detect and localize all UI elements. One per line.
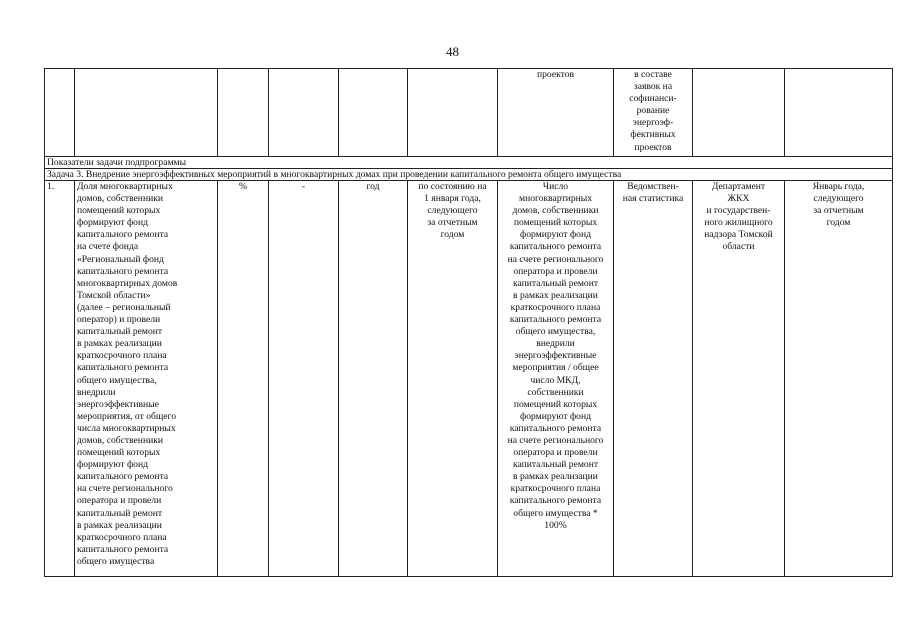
indicators-table: [44, 68, 893, 577]
section-indicators-row: [45, 157, 893, 169]
indicator-row-1: [45, 181, 893, 577]
cont-num-cell: [45, 69, 75, 157]
cont-method-cell: в составе заявок на софинанси- рование энергоэф- фективных проектов: [614, 69, 693, 157]
indicator-unit: %: [218, 181, 269, 577]
cont-dash-cell: [269, 69, 339, 157]
cont-responsible-cell: [693, 69, 785, 157]
cont-name-cell: [75, 69, 218, 157]
indicator-deadline: Январь года, следующего за отчетным годом: [785, 181, 893, 577]
indicator-responsible: Департамент ЖКХ и государствен- ного жилищного надзора Томской области: [693, 181, 785, 577]
section-task3-row: [45, 169, 893, 181]
continuation-row: [45, 69, 893, 157]
cont-period-cell: [339, 69, 408, 157]
cont-unit-cell: [218, 69, 269, 157]
indicator-method: Ведомствен- ная статистика: [614, 181, 693, 577]
indicator-name: Доля многоквартирных домов, собственники помещений которых формируют фонд капитального ремонта на счете фонда «Региональный фонд капитального ремонта многоквартирных домов Томской области» (далее – региональный оператор) и провели капитальный ремонт в рамках реализации краткосрочного плана капитального ремонта общего имущества, внедрили энергоэффективные мероприятия, от общего числа многоквартирных домов, собственники помещений которых формируют фонд капитального ремонта на счете регионального оператора и провели капитальный ремонт в рамках реализации краткосрочного плана капитального ремонта общего имущества: [75, 181, 218, 577]
cont-deadline-cell: [785, 69, 893, 157]
section-indicators-heading: Показатели задачи подпрограммы: [45, 157, 893, 169]
section-task3-heading: Задача 3. Внедрение энергоэффективных мероприятий в многоквартирных домах при проведении капитального ремонта общего имущества: [45, 169, 893, 181]
indicator-dash: -: [269, 181, 339, 577]
indicator-period: год: [339, 181, 408, 577]
row-number: 1.: [45, 181, 75, 577]
page-number: 48: [446, 44, 459, 59]
cont-formula-cell: проектов: [498, 69, 614, 157]
indicator-date: по состоянию на 1 января года, следующего за отчетным годом: [408, 181, 498, 577]
cont-date-cell: [408, 69, 498, 157]
indicator-formula: Число многоквартирных домов, собственники помещений которых формируют фонд капитального ремонта на счете регионального оператора и провели капитальный ремонт в рамках реализации краткосрочного плана капитального ремонта общего имущества, внедрили энергоэффективные мероприятия / общее число МКД, собственники помещений которых формируют фонд капитального ремонта на счете регионального оператора и провели капитальный ремонт в рамках реализации краткосрочного плана капитального ремонта общего имущества * 100%: [498, 181, 614, 577]
